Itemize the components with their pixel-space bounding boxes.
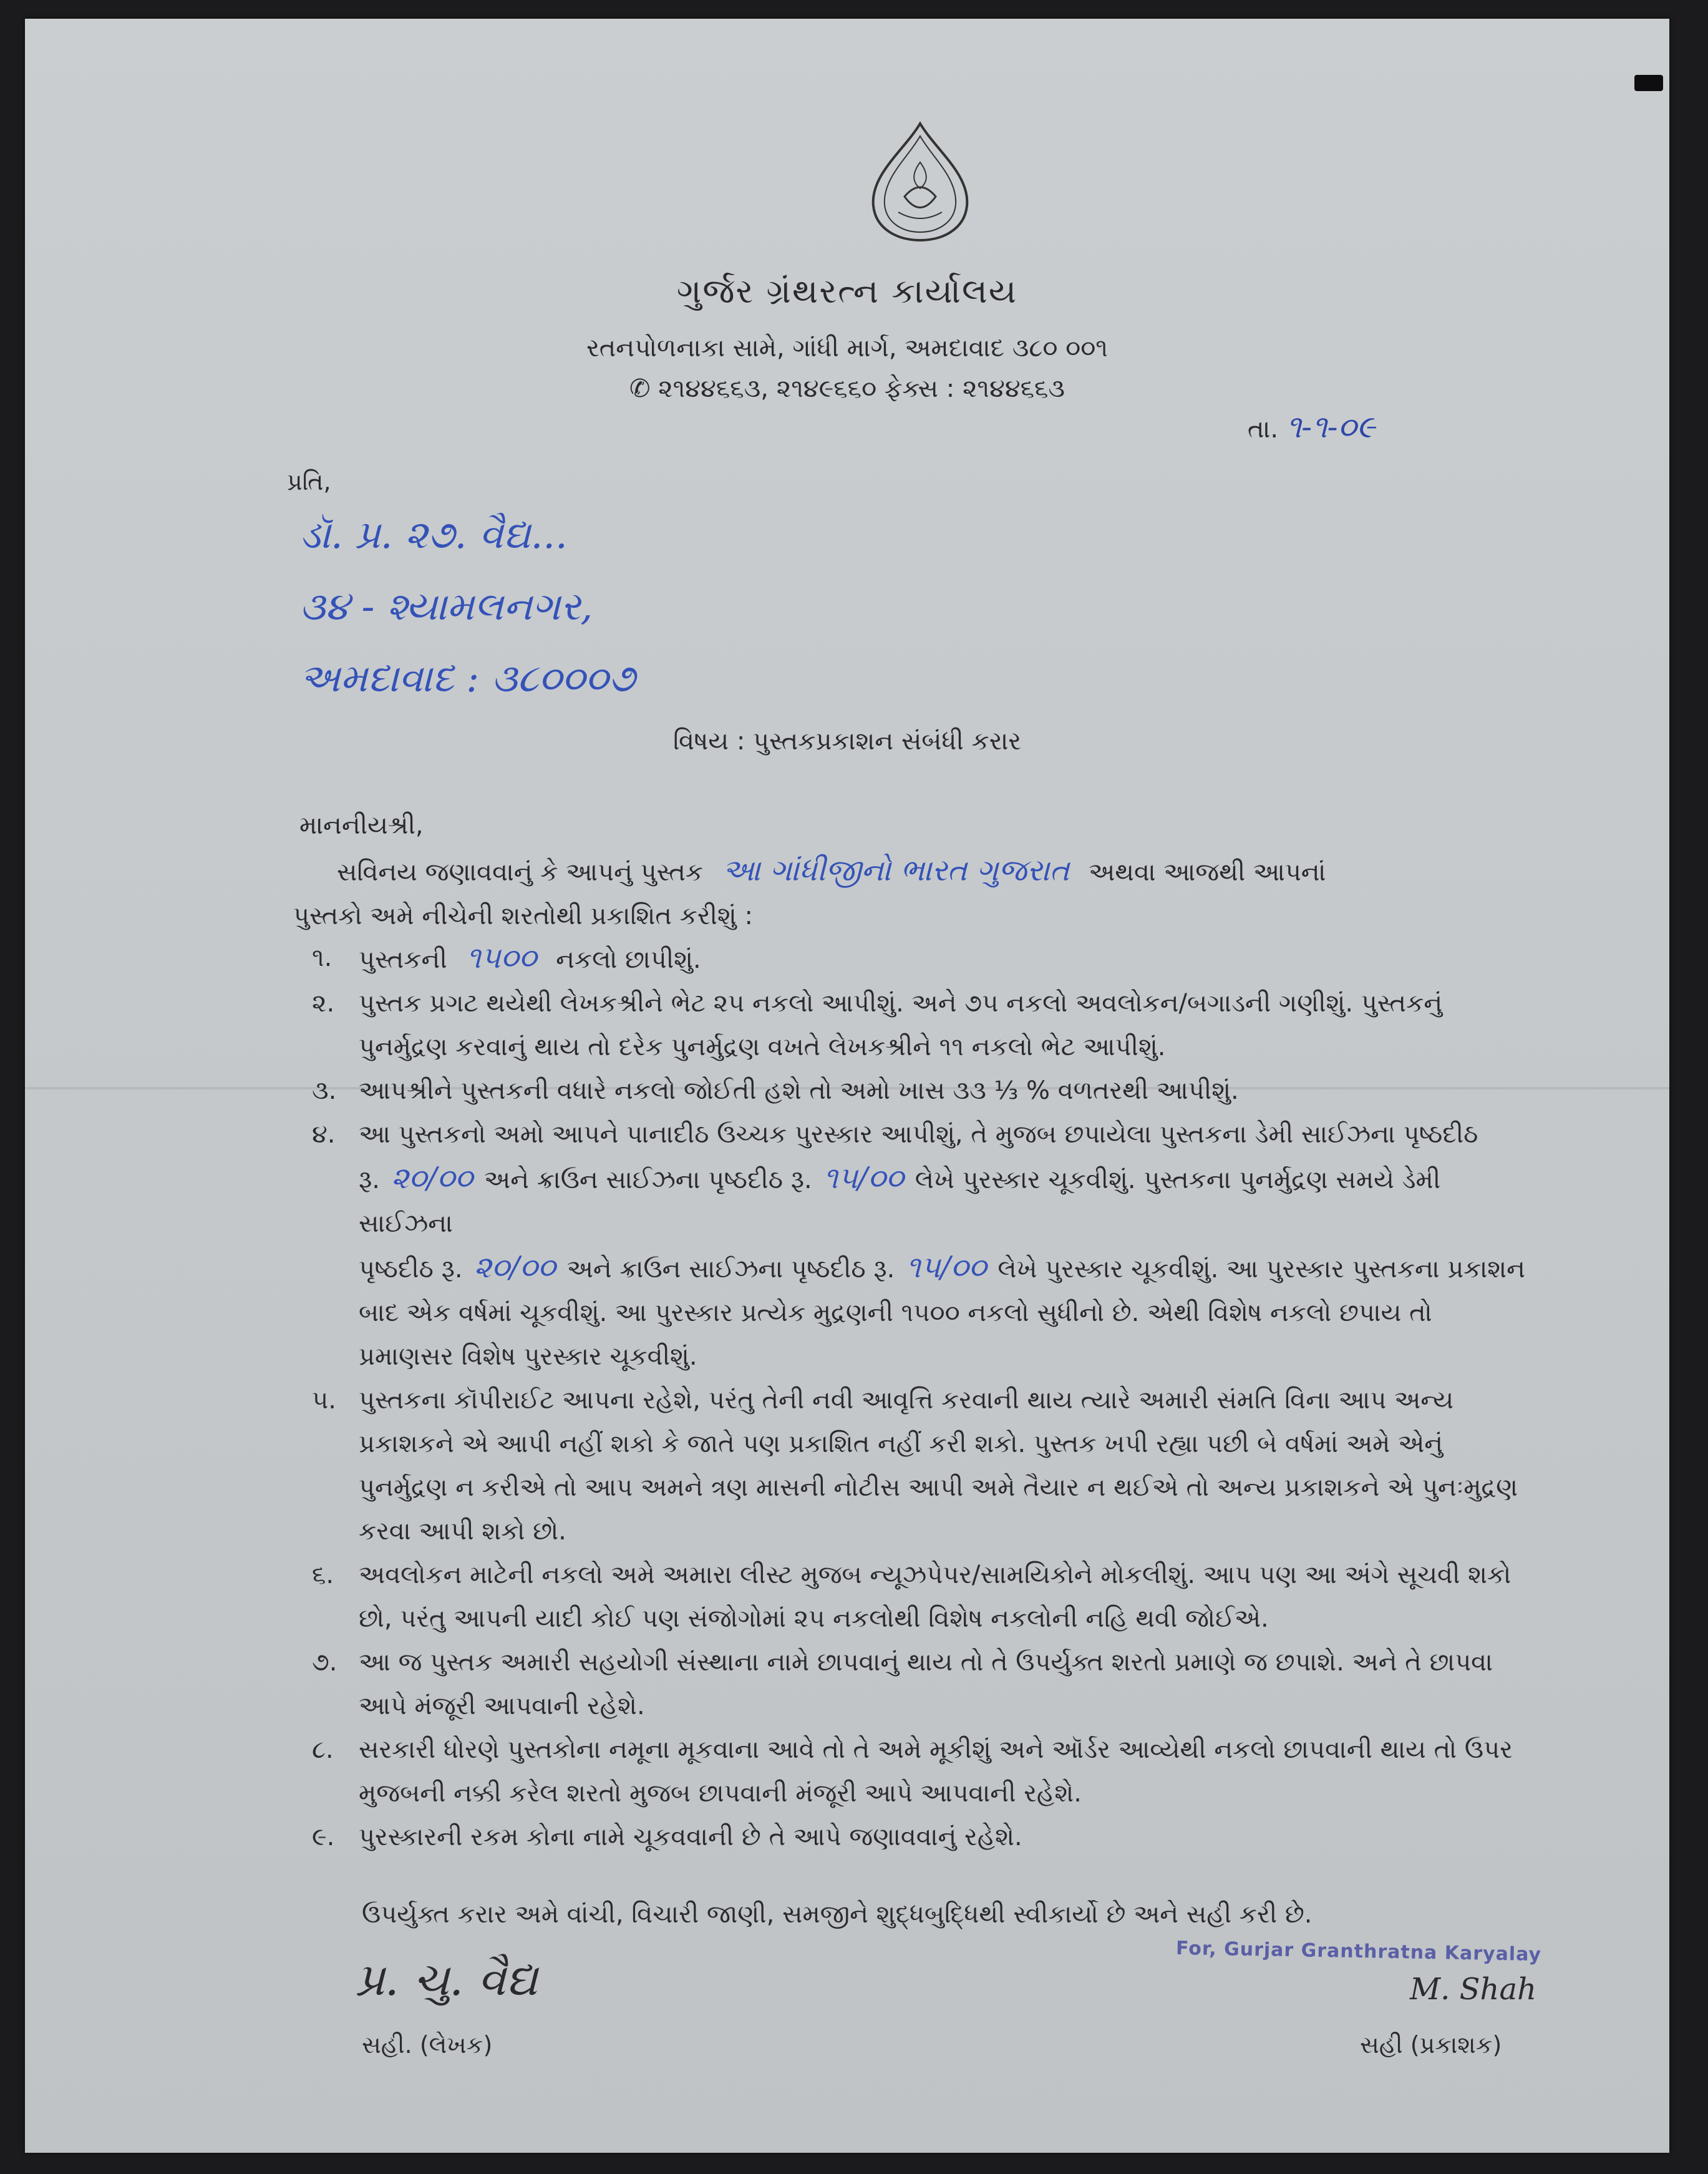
term-text: અવલોકન માટેની નકલો અમે અમારા લીસ્ટ મુજબ ન્યૂઝપેપર/સામયિકોને મોકલીશું. આપ પણ આ અંગે સૂચવી શકો છો, પરંતુ આપની યાદી કોઈ પણ સંજોગોમાં ૨૫ નકલોથી વિશેષ નકલોની નહિ થવી જોઈએ. bbox=[359, 1561, 1511, 1633]
term-item bbox=[293, 1553, 1528, 1640]
term-text: આ પુસ્તકનો અમો આપને પાનાદીઠ ઉચ્ચક પુરસ્કાર આપીશું, તે મુજબ છપાયેલા પુસ્તકના ડેમી સાઈઝના પૃષ્ઠદીઠ bbox=[359, 1120, 1478, 1149]
intro-before: સવિનય જણાવવાનું કે આપનું પુસ્તક bbox=[337, 858, 704, 887]
term-text: લેખે પુરસ્કાર ચૂકવીશું. આ પુરસ્કાર પુસ્તકના પ્રકાશન bbox=[997, 1255, 1525, 1284]
term-number: ૫. bbox=[312, 1386, 336, 1415]
crown-rate: ૧૫/૦૦ bbox=[823, 1161, 904, 1196]
recipient-label: પ્રતિ, bbox=[287, 468, 331, 495]
term-item bbox=[293, 982, 1528, 1069]
term-number: ૨. bbox=[312, 989, 335, 1018]
term-item bbox=[293, 936, 1528, 982]
term-text: અને ક્રાઉન સાઈઝના પૃષ્ઠદીઠ રૂ. bbox=[484, 1166, 812, 1194]
term-item bbox=[293, 1378, 1528, 1553]
term-number: ૧. bbox=[312, 943, 332, 972]
term-number: ૯. bbox=[312, 1823, 335, 1851]
reprint-demy-rate: ૨૦/૦૦ bbox=[473, 1250, 556, 1285]
term-text: સરકારી ધોરણે પુસ્તકોના નમૂના મૂકવાના આવે તો તે અમે મૂકીશું અને ઑર્ડર આવ્યેથી નકલો છાપવાની થાય તો ઉપર મુજબની નક્કી કરેલ શરતો મુજબ છાપવાની મંજૂરી આપે આપવાની રહેશે. bbox=[359, 1735, 1513, 1808]
recipient-street: ૩૪ - શ્યામલનગર, bbox=[299, 583, 593, 629]
intro-after: અથવા આજથી આપનાં bbox=[1089, 858, 1326, 887]
demy-rate: ૨૦/૦૦ bbox=[391, 1161, 473, 1196]
term-item bbox=[293, 1728, 1528, 1815]
term-text: આપશ્રીને પુસ્તકની વધારે નકલો જોઈતી હશે તો અમો ખાસ ૩૩ ⅓ % વળતરથી આપીશું. bbox=[359, 1076, 1239, 1105]
reprint-crown-rate: ૧૫/૦૦ bbox=[906, 1250, 987, 1285]
closing-statement: ઉપર્યુક્ત કરાર અમે વાંચી, વિચારી જાણી, સમજીને શુદ્ધબુદ્ધિથી સ્વીકાર્યો છે અને સહી કરી છે. bbox=[362, 1900, 1313, 1929]
letter-subject: વિષય : પુસ્તકપ્રકાશન સંબંધી કરાર bbox=[673, 727, 1021, 756]
salutation: માનનીયશ્રી, bbox=[299, 811, 424, 840]
author-signature-label: સહી. (લેખક) bbox=[362, 2031, 493, 2059]
letterhead-title: ગુર્જર ગ્રંથરત્ન કાર્યાલય bbox=[676, 271, 1018, 311]
intro-paragraph bbox=[293, 849, 1528, 938]
term-text: પૃષ્ઠદીઠ રૂ. bbox=[359, 1255, 463, 1284]
term-item bbox=[293, 1069, 1528, 1113]
term-item bbox=[293, 1113, 1528, 1378]
book-title: આ ગાંધીજીનો ભારત ગુજરાત bbox=[722, 853, 1070, 888]
publisher-signature-label: સહી (પ્રકાશક) bbox=[1360, 2031, 1502, 2059]
leaf-drop-emblem-icon bbox=[861, 119, 979, 243]
term-number: ૬. bbox=[312, 1561, 334, 1589]
intro-line2: પુસ્તકો અમે નીચેની શરતોથી પ્રકાશિત કરીશું : bbox=[293, 902, 753, 930]
term-text-rest: નકલો છાપીશું. bbox=[556, 945, 701, 974]
publisher-signature: M. Shah bbox=[1410, 1972, 1536, 2007]
recipient-city: અમદાવાદ : ૩૮૦૦૦૭ bbox=[299, 655, 636, 701]
punch-hole bbox=[1634, 75, 1663, 91]
letter-page bbox=[25, 19, 1669, 2153]
term-text: લેખે પુરસ્કાર ચૂકવીશું. પુસ્તકના પુનર્મુદ્રણ સમયે ડેમી સાઈઝના bbox=[359, 1166, 1441, 1238]
term-text: પુસ્તકના કૉપીરાઈટ આપના રહેશે, પરંતુ તેની નવી આવૃત્તિ કરવાની થાય ત્યારે અમારી સંમતિ વિના આપ અન્ય પ્રકાશકને એ આપી નહીં શકો કે જાતે પણ પ્રકાશિત નહીં કરી શકો. પુસ્તક ખપી રહ્યા પછી બે વર્ષમાં અમે એનું પુનર્મુદ્રણ ન કરીએ તો આપ અમને ત્રણ માસની નોટીસ આપી અમે તૈયાર ન થઈએ તો અન્ય પ્રકાશકને એ પુનઃમુદ્રણ કરવા આપી શકો છો. bbox=[359, 1386, 1518, 1546]
date-value: ૧-૧-૦૯ bbox=[1286, 409, 1376, 445]
term-text: અને ક્રાઉન સાઈઝના પૃષ્ઠદીઠ રૂ. bbox=[566, 1255, 895, 1284]
date-label: તા. bbox=[1248, 415, 1279, 444]
term-number: ૪. bbox=[312, 1120, 336, 1149]
publisher-stamp: For, Gurjar Granthratna Karyalay bbox=[1175, 1937, 1542, 1966]
terms-list bbox=[293, 936, 1528, 1859]
term-text-rest: બાદ એક વર્ષમાં ચૂકવીશું. આ પુરસ્કાર પ્રત્યેક મુદ્રણની ૧૫૦૦ નકલો સુધીનો છે. એથી વિશેષ નકલો છપાય તો પ્રમાણસર વિશેષ પુરસ્કાર ચૂકવીશું. bbox=[359, 1299, 1432, 1371]
term-number: ૩. bbox=[312, 1076, 337, 1105]
term-text: પુરસ્કારની રકમ કોના નામે ચૂકવવાની છે તે આપે જણાવવાનું રહેશે. bbox=[359, 1823, 1022, 1851]
term-item bbox=[293, 1815, 1528, 1859]
letter-date bbox=[1248, 409, 1375, 446]
recipient-name: ડૉ. પ્ર. ૨૭. વૈદ્ય... bbox=[299, 512, 568, 557]
letterhead-address: રતનપોળનાકા સામે, ગાંધી માર્ગ, અમદાવાદ ૩૮૦ ૦૦૧ bbox=[586, 334, 1108, 363]
term-number: ૮. bbox=[312, 1735, 334, 1764]
author-signature: પ્ર. ચુ. વૈદ્ય bbox=[356, 1953, 538, 2006]
term-item bbox=[293, 1640, 1528, 1728]
term-text: પુસ્તક પ્રગટ થયેથી લેખકશ્રીને ભેટ ૨૫ નકલો આપીશું. અને ૭૫ નકલો અવલોકન/બગાડની ગણીશું. પુસ્તકનું પુનર્મુદ્રણ કરવાનું થાય તો દરેક પુનર્મુદ્રણ વખતે લેખકશ્રીને ૧૧ નકલો ભેટ આપીશું. bbox=[359, 989, 1443, 1061]
term-text: આ જ પુસ્તક અમારી સહયોગી સંસ્થાના નામે છાપવાનું થાય તો તે ઉપર્યુક્ત શરતો પ્રમાણે જ છપાશે. અને તે છાપવા આપે મંજૂરી આપવાની રહેશે. bbox=[359, 1648, 1493, 1720]
copies-count: ૧૫૦૦ bbox=[466, 940, 537, 975]
term-text: પુસ્તકની bbox=[359, 945, 447, 974]
letterhead-phone: ✆ ૨૧૪૪૬૬૩, ૨૧૪૯૬૬૦ ફેક્સ : ૨૧૪૪૬૬૩ bbox=[629, 374, 1065, 403]
term-text: રૂ. bbox=[359, 1166, 380, 1194]
term-number: ૭. bbox=[312, 1648, 337, 1677]
